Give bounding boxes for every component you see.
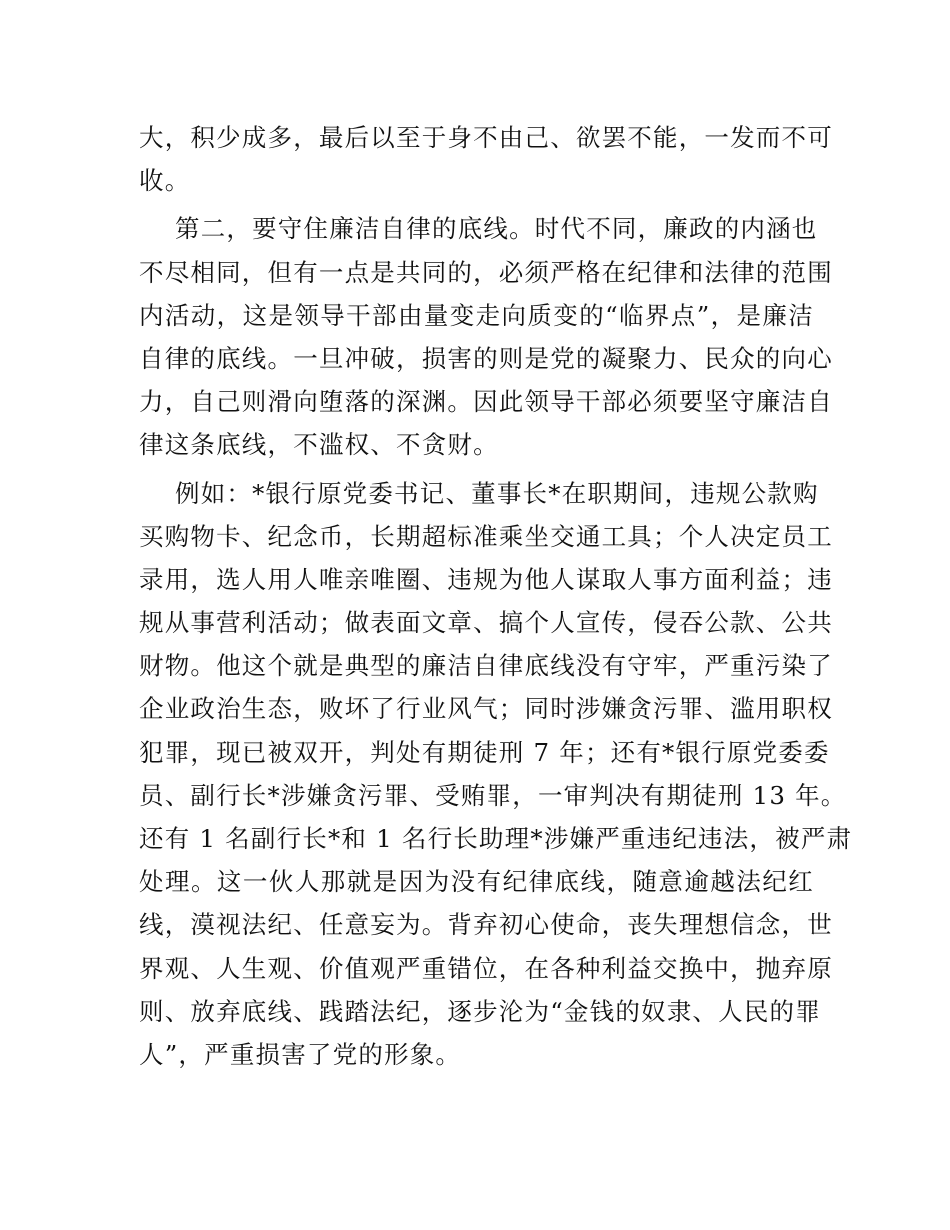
text-line: 内活动，这是领导干部由量变走向质变的“临界点”，是廉洁 <box>139 300 814 330</box>
text-line: 处理。这一伙人那就是因为没有纪律底线，随意逾越法纪红 <box>139 867 814 897</box>
text-line: 大，积少成多，最后以至于身不由己、欲罢不能，一发而不可 <box>139 123 833 152</box>
text-line: 不尽相同，但有一点是共同的，必须严格在纪律和法律的范围 <box>139 257 833 287</box>
text-line: 还有 1 名副行长*和 1 名行长助理*涉嫌严重违纪违法，被严肃 <box>139 824 853 853</box>
text-line: 例如：*银行原党委书记、董事长*在职期间，违规公款购 <box>175 478 819 508</box>
text-line: 力，自己则滑向堕落的深渊。因此领导干部必须要坚守廉洁自 <box>139 387 833 417</box>
text-line: 律这条底线，不滥权、不贪财。 <box>139 430 499 460</box>
text-line: 收。 <box>139 166 191 196</box>
paragraph-3 <box>139 472 853 1077</box>
paragraph-1 <box>139 116 833 202</box>
text-line: 买购物卡、纪念币，长期超标准乘坐交通工具；个人决定员工 <box>139 521 833 551</box>
paragraph-2 <box>139 207 833 466</box>
text-line: 犯罪，现已被双开，判处有期徒刑 7 年；还有*银行原党委委 <box>139 737 830 767</box>
text-line: 财物。他这个就是典型的廉洁自律底线没有守牢，严重污染了 <box>139 651 833 681</box>
text-line: 则、放弃底线、践踏法纪，逐步沦为“金钱的奴隶、人民的罪 <box>139 996 821 1026</box>
text-line: 企业政治生态，败坏了行业风气；同时涉嫌贪污罪、滥用职权 <box>139 694 833 724</box>
text-line: 规从事营利活动；做表面文章、搞个人宣传，侵吞公款、公共 <box>139 608 833 638</box>
document-body <box>139 116 853 1076</box>
text-line: 人”，严重损害了党的形象。 <box>139 1039 462 1069</box>
text-line: 界观、人生观、价值观严重错位，在各种利益交换中，抛弃原 <box>139 953 833 983</box>
text-line: 自律的底线。一旦冲破，损害的则是党的凝聚力、民众的向心 <box>139 343 833 373</box>
text-line: 第二，要守住廉洁自律的底线。时代不同，廉政的内涵也 <box>175 214 818 244</box>
text-line: 线，漠视法纪、任意妄为。背弃初心使命，丧失理想信念，世 <box>139 910 833 940</box>
text-line: 员、副行长*涉嫌贪污罪、受贿罪，一审判决有期徒刑 13 年。 <box>139 780 847 810</box>
text-line: 录用，选人用人唯亲唯圈、违规为他人谋取人事方面利益；违 <box>139 564 833 594</box>
